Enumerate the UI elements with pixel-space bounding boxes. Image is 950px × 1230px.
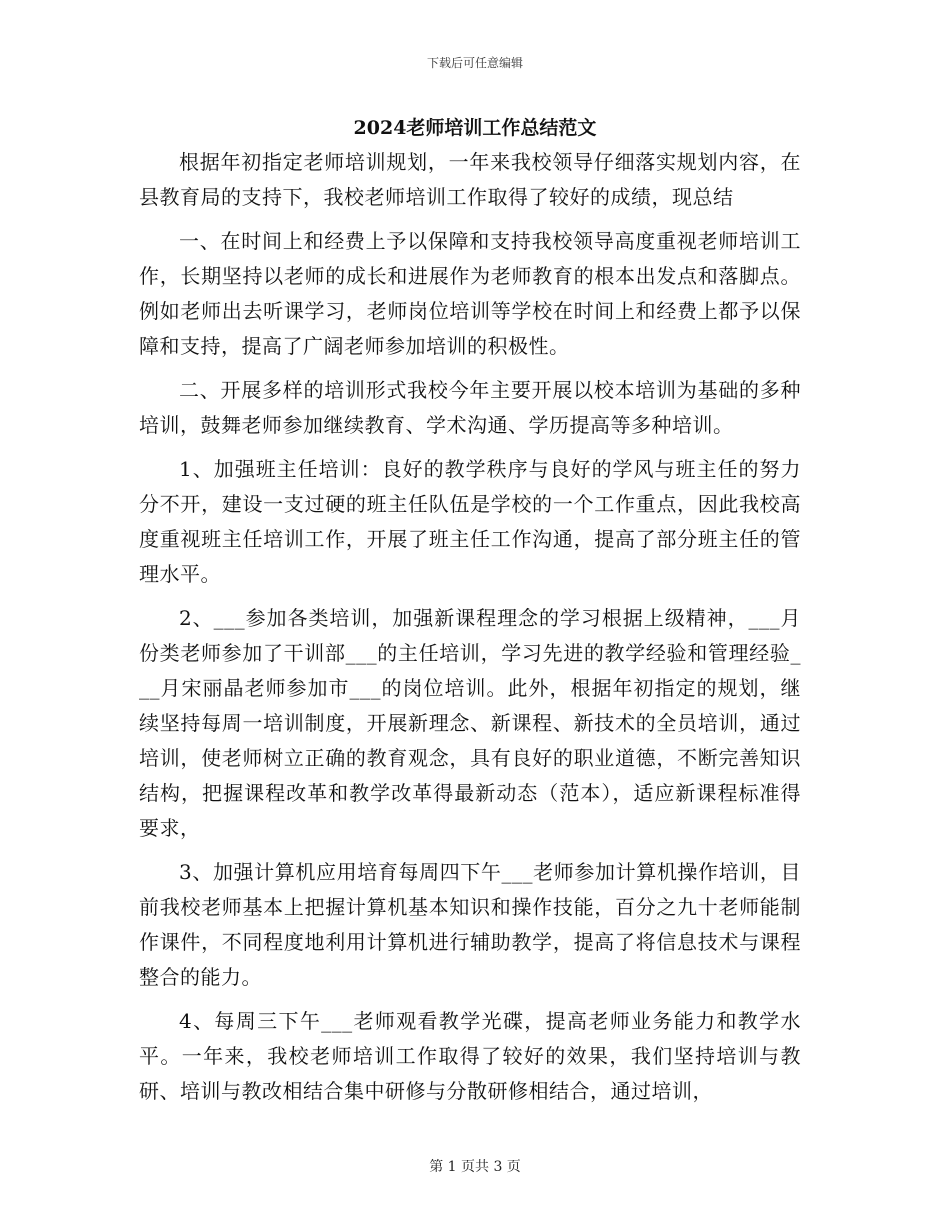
paragraph-intro: 根据年初指定老师培训规划，一年来我校领导仔细落实规划内容，在县教育局的支持下，我校老师培训工作取得了较好的成绩，现总结 xyxy=(139,150,801,209)
header-note: 下载后可任意编辑 xyxy=(426,56,523,70)
paragraph-item-2: 2、___参加各类培训，加强新课程理念的学习根据上级精神，___月份类老师参加了干训部___的主任培训，学习先进的教学经验和管理经验___月宋丽晶老师参加市___的岗位培训。此外，根据年初指定的规划，继续坚持每周一培训制度，开展新理念、新课程、新技术的全员培训，通过培训，使老师树立正确的教育观念，具有良好的职业道德，不断完善知识结构，把握课程改革和教学改革得最新动态（范本），适应新课程标准得要求， xyxy=(139,606,801,840)
page-number-footer: 第 1 页共 3 页 xyxy=(429,1159,521,1175)
document-title: 2024老师培训工作总结范文 xyxy=(353,117,597,139)
paragraph-item-4: 4、每周三下午___老师观看教学光碟，提高老师业务能力和教学水平。一年来，我校老师培训工作取得了较好的效果，我们坚持培训与教研、培训与教改相结合集中研修与分散研修相结合，通过培训， xyxy=(139,1009,801,1103)
document-body xyxy=(139,145,801,1118)
paragraph-section-1: 一、在时间上和经费上予以保障和支持我校领导高度重视老师培训工作，长期坚持以老师的成长和进展作为老师教育的根本出发点和落脚点。例如老师出去听课学习，老师岗位培训等学校在时间上和经费上都予以保障和支持，提高了广阔老师参加培训的积极性。 xyxy=(139,229,801,358)
paragraph-item-1: 1、加强班主任培训：良好的教学秩序与良好的学风与班主任的努力分不开，建设一支过硬的班主任队伍是学校的一个工作重点，因此我校高度重视班主任培训工作，开展了班主任工作沟通，提高了部分班主任的管理水平。 xyxy=(139,457,801,586)
paragraph-section-2: 二、开展多样的培训形式我校今年主要开展以校本培训为基础的多种培训，鼓舞老师参加继续教育、学术沟通、学历提高等多种培训。 xyxy=(139,378,801,437)
paragraph-item-3: 3、加强计算机应用培育每周四下午___老师参加计算机操作培训，目前我校老师基本上把握计算机基本知识和操作技能，百分之九十老师能制作课件，不同程度地利用计算机进行辅助教学，提高了将信息技术与课程整合的能力。 xyxy=(139,860,801,989)
